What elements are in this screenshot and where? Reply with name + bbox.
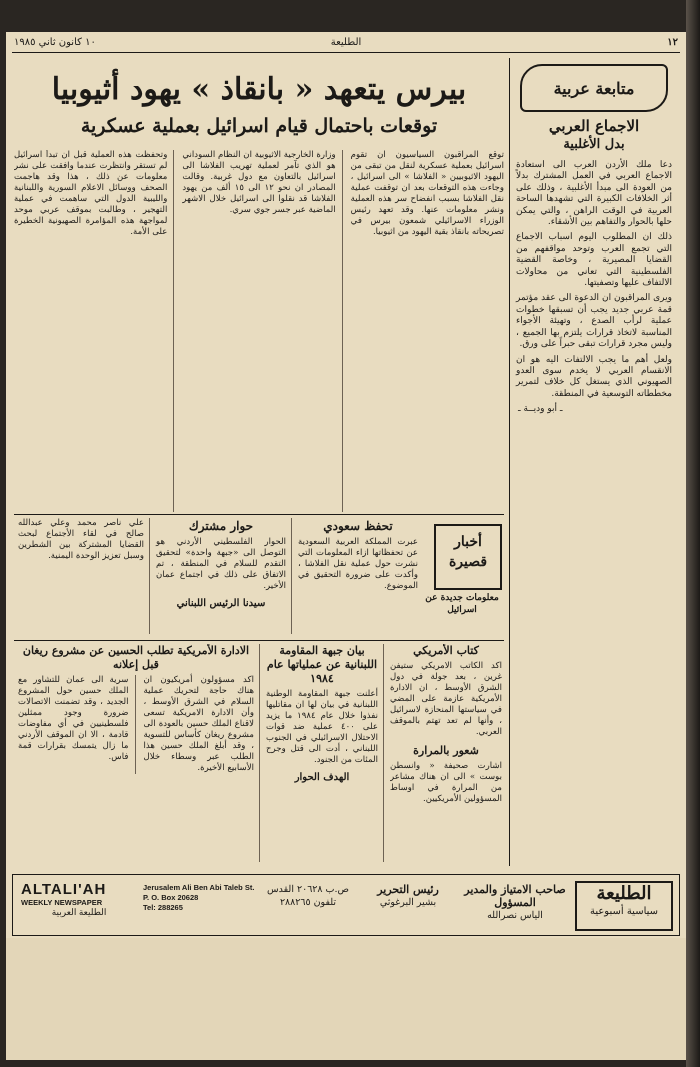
column-subtitle: بدل الأغلبية: [563, 137, 625, 152]
brief-signature: سيدنا الرئيس اللبناني: [176, 598, 266, 609]
owner-block: [463, 883, 567, 922]
blank-margin: [6, 938, 686, 1060]
po-box: ص.ب ٢٠٦٢٨ القدس: [267, 884, 349, 895]
divider: [14, 514, 504, 515]
brief-text: علي ناصر محمد وعلي عبدالله صالح في لقاء الأجتماع لبحث القضايا المشتركة بين الشطرين وسبل تعزيز الوحدة اليمنية.: [18, 518, 144, 561]
section-badge: متابعة عربية: [520, 64, 668, 112]
story-signature: الهدف الحوار: [294, 772, 350, 783]
story-text: سرية الى عمان للتشاور مع الملك حسين حول المشروع الجديد ، وقد تضمنت الاتصالات ضرورة وجود ممثلين فلسطينيين في أي مفاوضات قادمة ، الا ان الموقف الأردني ما زال يتمسك بقرارات قمة فاس.: [18, 675, 136, 774]
column-paragraph: ويرى المراقبون ان الدعوة الى عقد مؤتمر قمة عربي جديد يجب أن تسبقها خطوات عملية لرأب الصدع ، وتهيئة الأجواء المناسبة لاتخاذ قرارات يلتزم بها الجميع ، وليس مجرد قرارات تبقى حبراً على ورق.: [516, 293, 672, 350]
running-header: [12, 36, 680, 53]
brief-yemen: [18, 518, 144, 562]
story-text: اكد مسؤولون أمريكيون ان هناك حاجة لتحريك عملية السلام في الشرق الأوسط ، وأن الادارة الامريكية تسعى لاقناع الملك حسين بالعودة الى مشروع ريغان كأساس للتسوية ، وقد أبلغ الملك حسين هذا الطلب عبر وسطاء خلال الأسابيع الأخيرة.: [143, 675, 254, 773]
story-column: وتحفظت هذه العملية قبل ان تبدأ اسرائيل لم تستقر وانتظرت عندما وافقت على نشر معلومات عن ذلك ، هذا وقد هاجمت الصحف ووسائل الاعلام السورية واللبنانية والليبية الدول التي ساهمت في عملية التهجير ، وطالبت بموقف عربي موحد لمواجهة هذه المؤامرة الصهيونية الخطيرة على الأمة.: [14, 150, 174, 512]
column-paragraph: ذلك ان المطلوب اليوم اسباب الاجماع التي تجمع العرب وتوحد مواقفهم من القضايا المصيرية ، وخاصة القضية الفلسطينية التي تعاني من محاولات الالتفاف عليها وتصفيتها.: [516, 232, 672, 289]
story-text: اكد الكاتب الامريكي ستيفن غرين ، بعد جولة في دول الشرق الأوسط ، ان الادارة الأمريكية عازمة على المضي في سياستها المنحازة لاسرائيل ، وأنها لم تعد تهتم بالموقف العربي.: [390, 661, 502, 737]
column-paragraph: دعا ملك الأردن العرب الى استعادة الاجماع العربي في العمل المشترك بدلاً من العودة الى مبدأ الأغلبية ، وذلك على أثر الخلافات الكبيرة التي تشهدها الساحة العربية في الوقت الراهن ، والتي يمكن حلها بالحوار والتفاهم بين الأشقاء.: [516, 160, 672, 228]
page-number: ١٢: [667, 37, 678, 48]
story-headline: الادارة الأمريكية تطلب الحسين عن مشروع ريغان قبل إعلانه: [22, 644, 250, 671]
bottom-stories: [14, 644, 504, 866]
editor-name: بشير البرغوثي: [379, 897, 437, 908]
story-text: أعلنت جبهة المقاومة الوطنية اللبنانية في بيان لها ان مقاتليها نفذوا خلال عام ١٩٨٤ ما يزيد على ٤٠٠ عملية ضد قوات الاحتلال الاسرائيلي في الجنوب اللبناني ، أدت الى قتل وجرح المئات من الجنود.: [266, 689, 378, 765]
latin-arabic-name: الطليعة العربية: [51, 907, 107, 917]
phone: تلفون ٢٨٨٢٦٥: [279, 897, 337, 908]
story-subhead: شعور بالمرارة: [413, 744, 479, 757]
latin-address: [143, 883, 254, 913]
divider: [259, 644, 260, 862]
latin-title: ALTALI'AH: [21, 881, 107, 898]
main-story-body: [14, 150, 504, 512]
main-subheadline: توقعات باحتمال قيام اسرائيل بعملية عسكرية: [80, 115, 438, 137]
logo-text: الطليعة: [596, 883, 652, 904]
story-lebanese-resistance: [266, 644, 378, 862]
address-line: Jerusalem Ali Ben Abi Taleb St.: [143, 883, 255, 892]
logo-subtitle: سياسية أسبوعية: [589, 906, 659, 917]
latin-masthead: [21, 881, 106, 918]
brief-text: عبرت المملكة العربية السعودية عن تحفظاتها ازاء المعلومات التي نشرت حول عملية نقل الفلاشا ، وأكدت على ضرورة التحقيق في الموضوع.: [298, 537, 418, 591]
right-column: [509, 58, 680, 866]
brief-headline: حوار مشترك: [188, 519, 254, 533]
address-line: P. O. Box 20628: [143, 893, 199, 902]
editor-block: [363, 883, 453, 909]
page-edge: [686, 0, 700, 1067]
story-column: توقع المراقبون السياسيون ان تقوم اسرائيل بعملية عسكرية لنقل من تبقى من اليهود الاثيوبيين « الفلاشا » الى اسرائيل ، وجاءت هذه التوقعات بعد ان توقفت عملية نقل الفلاشا بسبب انفضاح سر هذه العملية ونشر معلومات عنها. وقد تعهد رئيس الوزراء الاسرائيلي شمعون بيرس في تصريحاته بانقاذ بقية اليهود من اثيوبيا.: [350, 150, 504, 237]
brief-headline: تحفظ سعودي: [323, 519, 393, 533]
brief-saudi: [298, 518, 418, 592]
brief-dialogue: [156, 518, 286, 609]
story-reagan-plan: [18, 644, 254, 862]
story-headline: بيان جبهة المقاومة اللبنانية عن عملياتها عام ١٩٨٤: [266, 644, 378, 685]
story-body: [18, 675, 254, 774]
main-headline: بيرس يتعهد « بانقاذ » يهود أثيوبيا: [51, 72, 467, 107]
newspaper-page: [6, 32, 686, 1060]
divider: [14, 640, 504, 641]
story-headline: كتاب الأمريكي: [413, 644, 479, 657]
divider: [383, 644, 384, 862]
latin-weekly: WEEKLY NEWSPAPER: [21, 898, 103, 907]
short-news-box: أخبار قصيرة: [434, 524, 502, 590]
contact-block: [263, 883, 353, 909]
column-signature: ـ أبو وديــة ـ: [518, 404, 563, 415]
story-column: وزارة الخارجية الاثيوبية ان النظام السوداني هو الذي تآمر لعملية تهريب الفلاشا الى اسرائيل بالتعاون مع دول غربية. وقالت المصادر ان نحو ١٢ الى ١٥ ألف من يهود الفلاشا قد نقلوا الى اسرائيل خلال الاشهر الماضية عبر جسر جوي سري.: [182, 150, 342, 512]
owner-name: الياس نصرالله: [487, 910, 543, 921]
column-title: الاجماع العربي: [548, 117, 640, 135]
issue-date: ١٠ كانون ثاني ١٩٨٥: [14, 37, 96, 48]
short-news-caption: معلومات جديدة عن اسرائيل: [425, 593, 499, 615]
story-american-writer: [390, 644, 502, 862]
story-text: اشارت صحيفة « وانسطن بوست » الى ان هناك مشاعر من المرارة في اوساط المسؤولين الأمريكيين.: [390, 761, 502, 804]
divider: [291, 518, 292, 634]
masthead-footer: [12, 874, 680, 936]
brief-text: الحوار الفلسطيني الأردني هو التوصل الى «جبهة واحدة» لتحقيق التقدم للسلام في المنطقة ، تم الاتفاق على ذلك في اجتماع عمان الأخير.: [156, 537, 286, 591]
editor-label: رئيس التحرير: [377, 883, 439, 896]
column-paragraph: ولعل أهم ما يجب الالتفات اليه هو ان الانقسام العربي لا يخدم سوى العدو الصهيوني الذي يستغل كل خلاف لتمرير مخططاته التوسعية في المنطقة.: [516, 354, 672, 399]
masthead-logo: [575, 881, 673, 931]
owner-label: صاحب الامتياز والمدير المسؤول: [464, 883, 566, 909]
short-news-band: [14, 518, 504, 638]
publication-name: الطليعة: [330, 37, 362, 48]
divider: [149, 518, 150, 634]
address-line: Tel: 288265: [143, 903, 183, 912]
